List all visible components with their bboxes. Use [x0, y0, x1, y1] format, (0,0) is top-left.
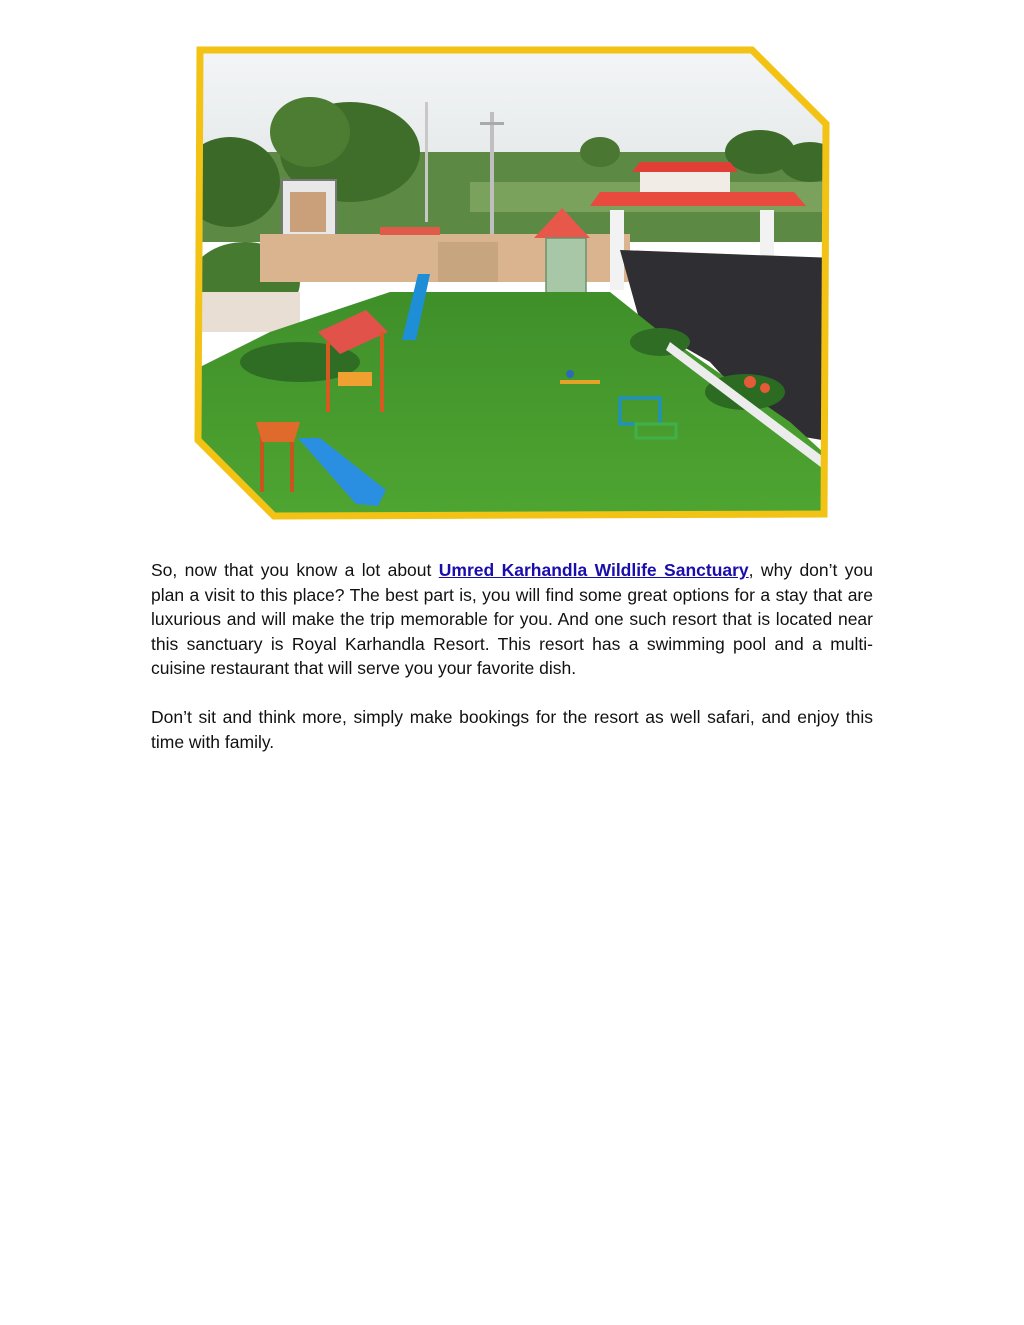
- paragraph-2: Don’t sit and think more, simply make bookings for the resort as well safari, and enjoy this time with family.: [151, 707, 873, 752]
- sanctuary-link[interactable]: Umred Karhandla Wildlife Sanctuary: [438, 560, 749, 580]
- paragraph-1: So, now that you know a lot about Umred Karhandla Wildlife Sanctuary, why don’t you plan a visit to this place? The best part is, you will find some great options for a stay that are luxurious and will make the trip memorable for you. And one such resort that is located near this sanctuary is Royal Karhandla Resort. This resort has a swimming pool and a multi-cuisine restaurant that will serve you your favorite dish.: [151, 560, 873, 678]
- resort-playground-photo: [190, 42, 834, 524]
- article-body: [151, 558, 873, 779]
